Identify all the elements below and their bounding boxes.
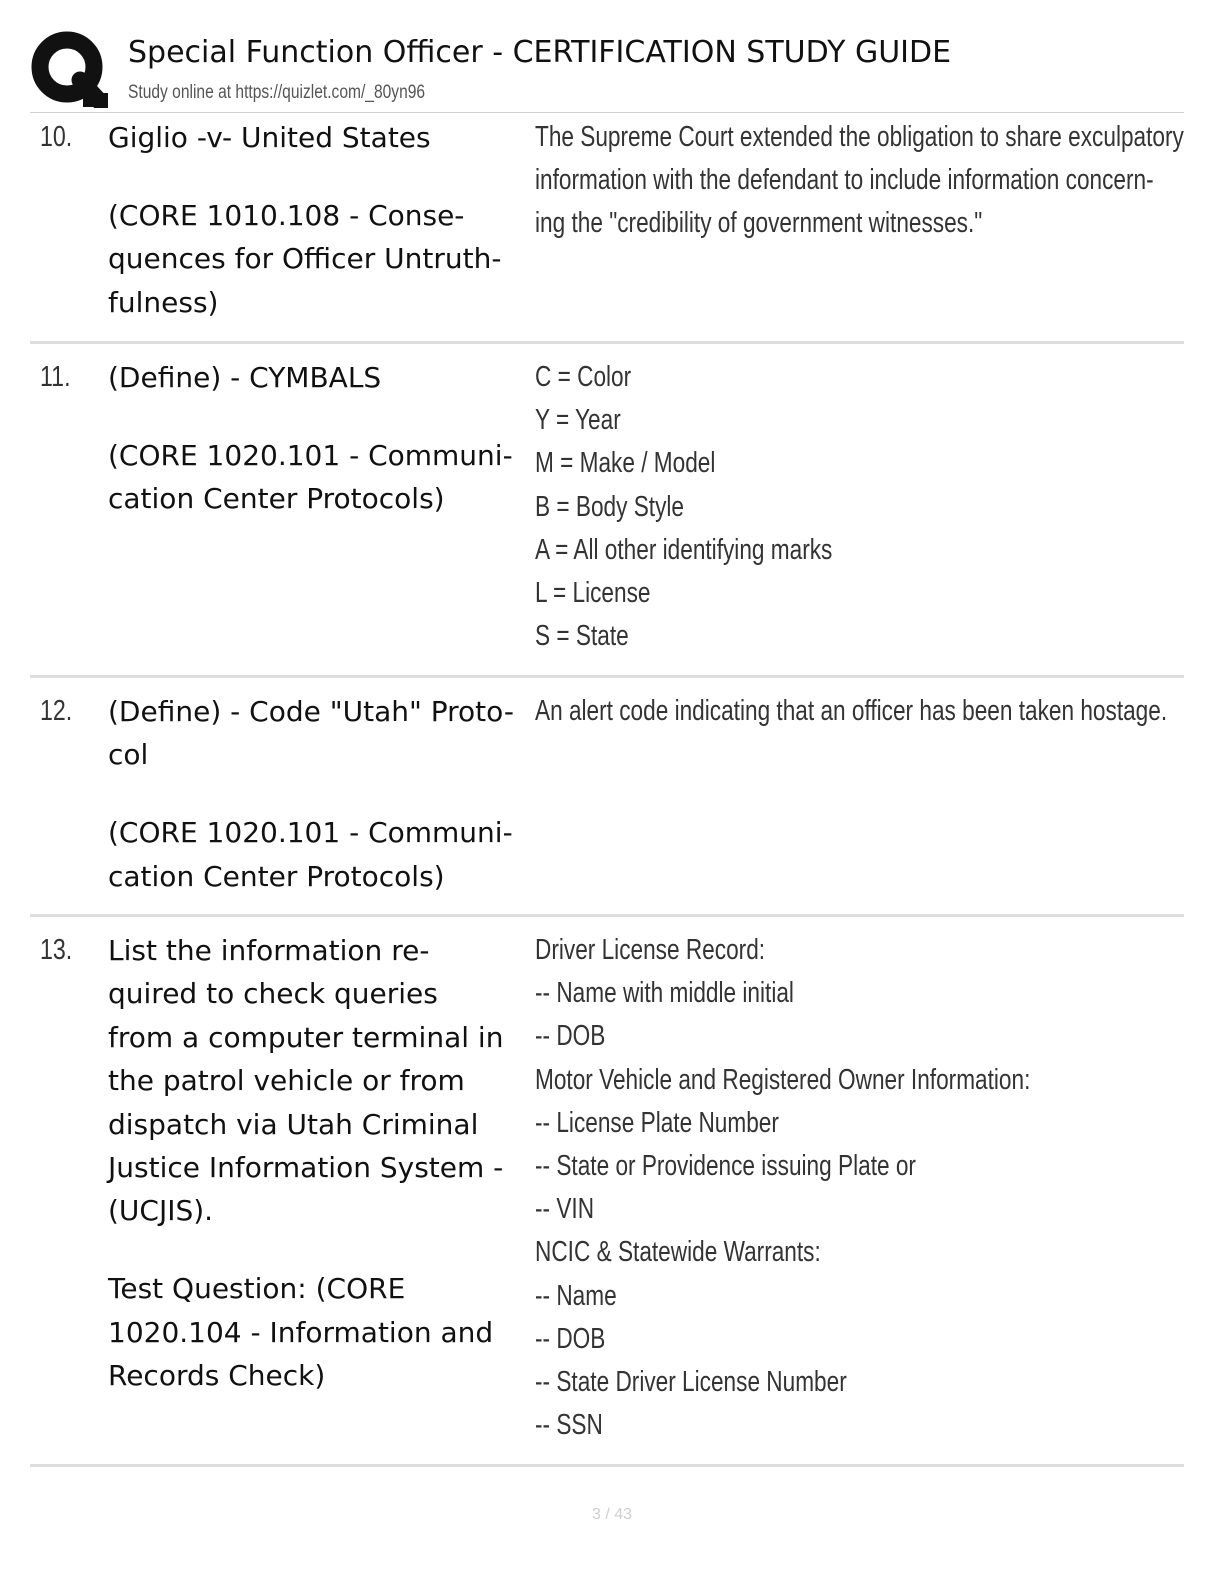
flashcard-row (30, 116, 1184, 332)
definition-line: B = Body Style (535, 490, 685, 523)
card-divider (30, 675, 1184, 678)
card-number: 12. (40, 695, 73, 727)
card-term (108, 116, 528, 324)
definition-line: L = License (535, 577, 651, 610)
definition-line: ing the "credibility of government witnesses." (535, 207, 983, 240)
card-definition (535, 356, 1159, 658)
flashcard-row (30, 356, 1184, 666)
definition-line: The Supreme Court extended the obligation to share exculpatory (535, 121, 1184, 153)
term-paragraph: Giglio -v- United States (108, 121, 431, 154)
definition-line: C = Color (535, 361, 632, 393)
card-term (108, 690, 528, 898)
card-term (108, 929, 528, 1398)
header-divider (30, 112, 1184, 113)
definition-line: Motor Vehicle and Registered Owner Information: (535, 1063, 1031, 1096)
term-paragraph: (Define) - Code "Utah" Proto- col (108, 695, 514, 772)
card-number: 13. (40, 934, 73, 966)
term-paragraph: (Define) - CYMBALS (108, 361, 382, 394)
definition-line: -- Name with middle initial (535, 977, 794, 1010)
definition-line: Driver License Record: (535, 934, 766, 966)
definition-line: -- DOB (535, 1020, 606, 1053)
page-title: Special Function Officer - CERTIFICATION STUDY GUIDE (128, 35, 952, 70)
card-divider (30, 1464, 1184, 1467)
card-definition (535, 690, 1168, 733)
study-online-link[interactable]: Study online at https://quizlet.com/_80yn96 (128, 82, 426, 103)
card-term (108, 356, 528, 521)
definition-line: -- License Plate Number (535, 1106, 779, 1139)
page-number: 3 / 43 (591, 1506, 633, 1523)
flashcard-row (30, 690, 1184, 900)
quizlet-q-logo-icon (30, 30, 108, 108)
card-number: 10. (40, 121, 73, 153)
definition-line: -- VIN (535, 1193, 595, 1226)
term-paragraph: List the information re- quired to check queries from a computer terminal in the patrol vehicle or from dispatch via Utah Criminal Justice Information System - (UCJIS). (108, 934, 504, 1228)
term-paragraph: (CORE 1010.108 - Conse- quences for Officer Untruth- fulness) (108, 198, 502, 319)
definition-line: NCIC & Statewide Warrants: (535, 1236, 821, 1269)
definition-line: S = State (535, 620, 629, 653)
flashcard-row (30, 929, 1184, 1449)
definition-line: -- State Driver License Number (535, 1366, 847, 1399)
card-definition (535, 116, 1184, 246)
definition-line: -- DOB (535, 1322, 606, 1355)
definition-line: A = All other identifying marks (535, 533, 833, 566)
card-divider (30, 341, 1184, 344)
term-paragraph: (CORE 1020.101 - Communi- cation Center Protocols) (108, 438, 513, 516)
definition-line: An alert code indicating that an officer has been taken hostage. (535, 695, 1168, 727)
definition-line: Y = Year (535, 404, 621, 437)
definition-line: information with the defendant to include information concern- (535, 164, 1154, 197)
definition-line: -- SSN (535, 1409, 603, 1442)
page-header (30, 28, 1184, 112)
card-divider (30, 914, 1184, 917)
definition-line: -- State or Providence issuing Plate or (535, 1150, 916, 1183)
definition-line: -- Name (535, 1279, 617, 1312)
term-paragraph: Test Question: (CORE 1020.104 - Information and Records Check) (108, 1272, 494, 1393)
term-paragraph: (CORE 1020.101 - Communi- cation Center Protocols) (108, 816, 513, 893)
card-number: 11. (40, 361, 71, 393)
card-definition (535, 929, 1159, 1447)
definition-line: M = Make / Model (535, 447, 716, 480)
